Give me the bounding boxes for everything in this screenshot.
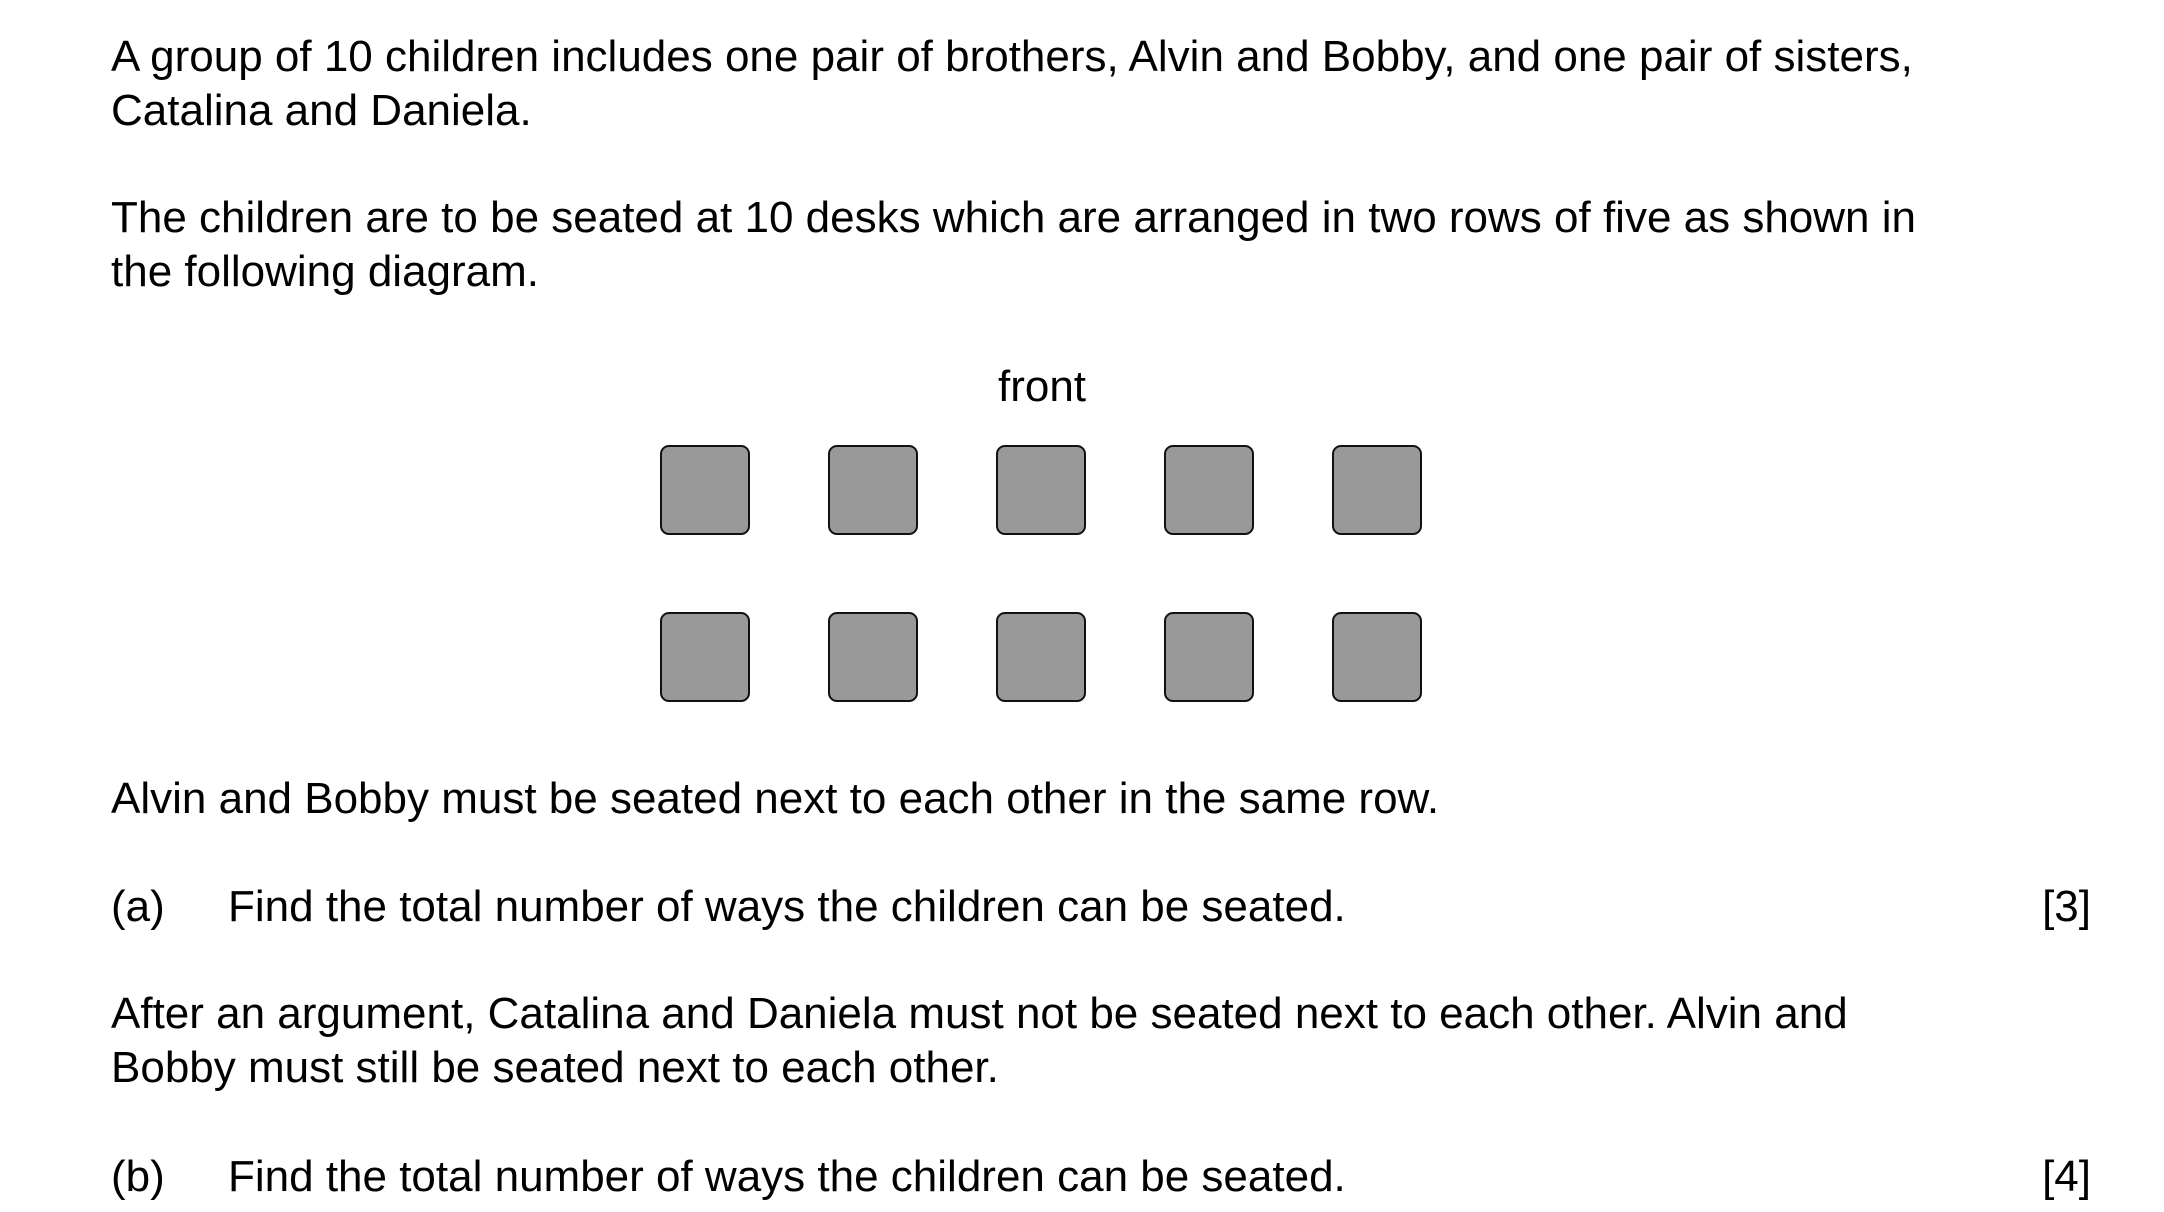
intro-line-1: A group of 10 children includes one pair of brothers, Alvin and Bobby, and one pair of sisters, <box>111 32 1913 81</box>
setup-line-1: The children are to be seated at 10 desks which are arranged in two rows of five as shown in <box>111 193 1916 242</box>
followup-line-1: After an argument, Catalina and Daniela must not be seated next to each other. Alvin and <box>111 989 1848 1038</box>
intro-paragraph <box>111 30 2071 138</box>
desk-front-1 <box>660 445 750 535</box>
followup-paragraph <box>111 987 2071 1095</box>
question-b-marks: [4] <box>2042 1152 2091 1201</box>
intro-line-2: Catalina and Daniela. <box>111 86 532 135</box>
desk-front-3 <box>996 445 1086 535</box>
question-b-label: (b) <box>111 1152 165 1201</box>
question-a <box>111 880 2091 934</box>
desk-back-2 <box>828 612 918 702</box>
desk-front-4 <box>1164 445 1254 535</box>
followup-line-2: Bobby must still be seated next to each other. <box>111 1043 999 1092</box>
front-label: front <box>997 362 1087 411</box>
desk-back-5 <box>1332 612 1422 702</box>
desk-diagram <box>660 445 1422 702</box>
condition-text: Alvin and Bobby must be seated next to each other in the same row. <box>111 774 1440 823</box>
question-a-text: Find the total number of ways the children can be seated. <box>228 882 1346 931</box>
setup-paragraph <box>111 191 2071 299</box>
desk-front-5 <box>1332 445 1422 535</box>
setup-line-2: the following diagram. <box>111 247 540 296</box>
question-b <box>111 1150 2091 1204</box>
question-b-text: Find the total number of ways the children can be seated. <box>228 1152 1346 1201</box>
desk-front-2 <box>828 445 918 535</box>
desk-back-3 <box>996 612 1086 702</box>
desk-back-1 <box>660 612 750 702</box>
question-a-marks: [3] <box>2042 882 2091 931</box>
desk-back-4 <box>1164 612 1254 702</box>
question-a-label: (a) <box>111 882 165 931</box>
